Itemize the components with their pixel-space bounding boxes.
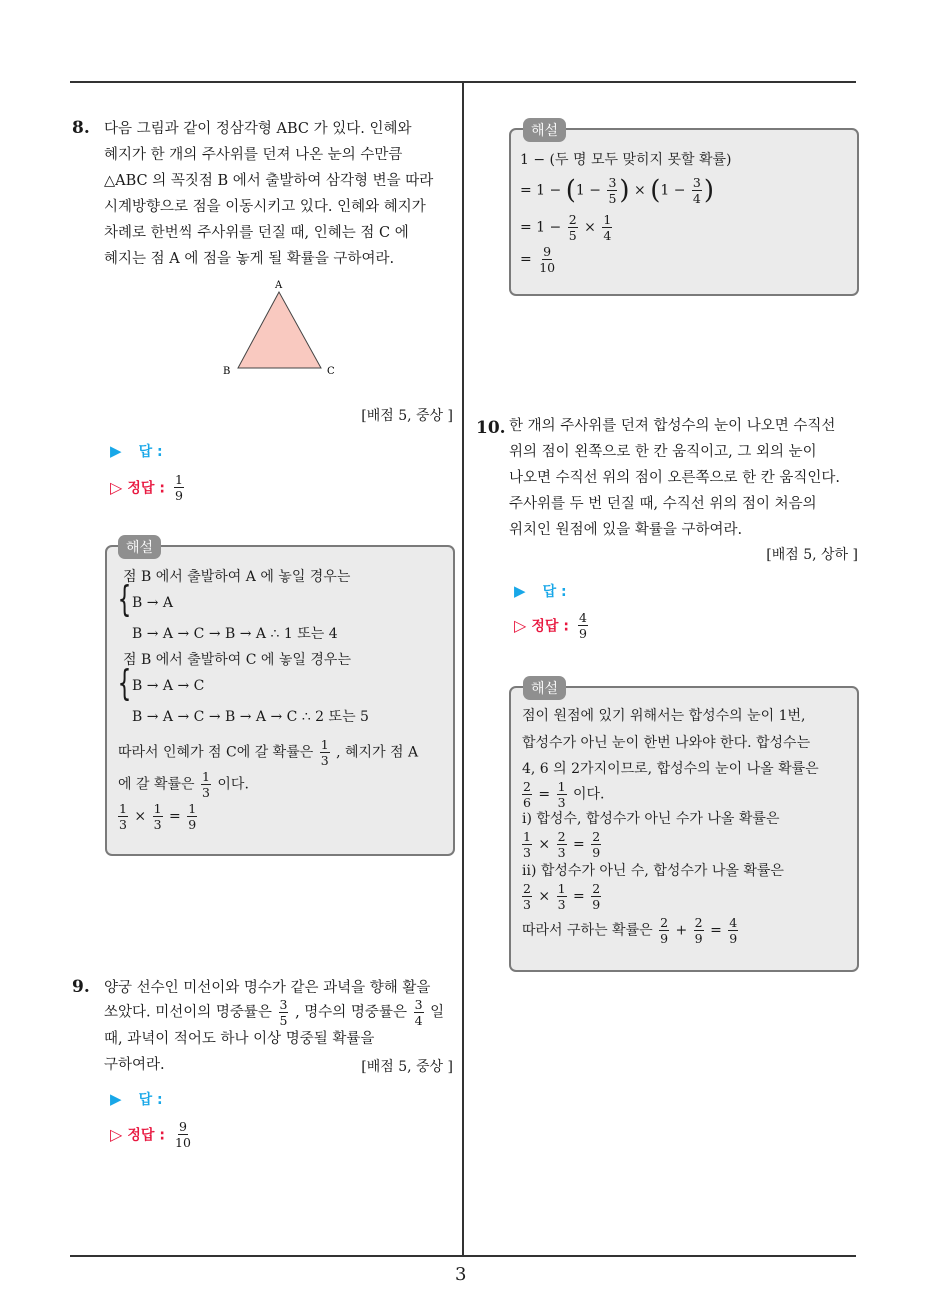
q10-line: 나오면 수직선 위의 점이 오른쪽으로 한 칸 움직인다. [509, 470, 841, 486]
vertex-c-label: C [327, 366, 335, 377]
q8-sol-line: 따라서 인혜가 점 C에 갈 확률은 $\frac{1}{3}$ , 혜지가 점 A [118, 737, 419, 768]
q8-sol-line: B → A → C → B → A → C ∴ 2 또는 5 [132, 709, 369, 725]
q10-question-text [509, 413, 840, 543]
q10-sol-line: $\frac{2}{6}$ = $\frac{1}{3}$ 이다. [523, 779, 605, 810]
q9-line: 쏘았다. 미선이의 명중률은 $\frac{3}{5}$ , 명수의 명중률은 $\frac{3}{4}$ 일 [104, 997, 445, 1028]
q10-line: 주사위를 두 번 던질 때, 수직선 위의 점이 처음의 [509, 496, 817, 512]
q8-sol-line: 점 B 에서 출발하여 C 에 놓일 경우는 [123, 652, 351, 668]
correct-label: 정답 : [127, 480, 165, 497]
q10-correct-answer: $\frac{4}{9}$ [579, 610, 587, 641]
answer-arrow-icon: ▶ [110, 442, 122, 460]
q10-answer-row [514, 581, 567, 601]
q9-solution-tab: 해설 [523, 118, 566, 142]
q8-score: [배점 5, 중상 ] [361, 408, 453, 424]
answer-arrow-icon: ▶ [514, 582, 526, 600]
q9-number: 9. [72, 977, 90, 997]
answer-arrow-icon: ▶ [110, 1090, 122, 1108]
q10-sol-line: 따라서 구하는 확률은 $\frac{2}{9}$ + $\frac{2}{9}$ = $\frac{4}{9}$ [522, 915, 738, 946]
triangle-abc [238, 292, 321, 368]
q9-answer-row [110, 1089, 163, 1109]
q10-sol-line: ⅱ) 합성수가 아닌 수, 합성수가 나올 확률은 [522, 863, 784, 879]
page-number: 3 [455, 1264, 467, 1285]
q10-sol-line: 합성수가 아닌 눈이 한번 나와야 한다. 합성수는 [522, 735, 811, 751]
q8-line: 다음 그림과 같이 정삼각형 ABC 가 있다. 인혜와 [104, 121, 412, 137]
answer-label: 답 : [138, 1092, 163, 1108]
q10-sol-line: ⅰ) 합성수, 합성수가 아닌 수가 나올 확률은 [522, 811, 780, 827]
q10-score: [배점 5, 상하 ] [766, 547, 858, 563]
column-divider [462, 81, 464, 1257]
bottom-rule [70, 1255, 856, 1257]
vertex-a-label: A [275, 280, 283, 291]
q10-line: 한 개의 주사위를 던져 합성수의 눈이 나오면 수직선 [509, 418, 836, 434]
q8-solution-tab: 해설 [118, 535, 161, 559]
answer-label: 답 : [542, 584, 567, 600]
q10-number: 10. [476, 418, 506, 438]
answer-label: 답 : [138, 444, 163, 460]
q8-question-text [104, 116, 433, 272]
q10-sol-line: $\frac{2}{3}$ × $\frac{1}{3}$ = $\frac{2}{9}$ [523, 881, 601, 912]
q10-correct-row [514, 611, 590, 640]
q10-sol-line: $\frac{1}{3}$ × $\frac{2}{3}$ = $\frac{2}{9}$ [523, 829, 601, 860]
q10-sol-line: 4, 6 의 2가지이므로, 합성수의 눈이 나올 확률은 [522, 761, 819, 777]
q9-line: 구하여라. [104, 1057, 165, 1073]
q9-line: 양궁 선수인 미선이와 명수가 같은 과녁을 향해 활을 [104, 980, 431, 996]
q8-sol-line: B → A [132, 595, 174, 611]
q10-solution-tab: 해설 [523, 676, 566, 700]
q8-line: 혜지가 한 개의 주사위를 던져 나온 눈의 수만큼 [104, 147, 403, 163]
brace-icon: { [117, 579, 132, 620]
q9-sol-line: 1 − (두 명 모두 맞히지 못할 확률) [520, 152, 732, 168]
correct-label: 정답 : [127, 1127, 165, 1144]
correct-arrow-icon: ▷ [514, 616, 527, 635]
q9-sol-line: = 1 − $\frac{2}{5}$ × $\frac{1}{4}$ [520, 212, 612, 243]
q8-line: △ABC 의 꼭짓점 B 에서 출발하여 삼각형 변을 따라 [104, 173, 434, 189]
q9-line: 때, 과녁이 적어도 하나 이상 명중될 확률을 [104, 1031, 375, 1047]
q9-sol-line: = $\frac{9}{10}$ [520, 244, 556, 275]
q10-line: 위의 점이 왼쪽으로 한 칸 움직이고, 그 외의 눈이 [509, 444, 817, 460]
q8-sol-line: 점 B 에서 출발하여 A 에 놓일 경우는 [123, 569, 351, 585]
q9-correct-answer: $\frac{9}{10}$ [175, 1119, 191, 1150]
q8-number: 8. [72, 118, 90, 138]
q9-score: [배점 5, 중상 ] [361, 1059, 453, 1075]
q8-sol-line: $\frac{1}{3}$ × $\frac{1}{3}$ = $\frac{1}{9}$ [119, 801, 197, 832]
q8-correct-row [110, 473, 186, 502]
correct-arrow-icon: ▷ [110, 478, 123, 497]
triangle-figure [215, 278, 345, 378]
q9-correct-row [110, 1120, 194, 1149]
vertex-b-label: B [223, 366, 231, 377]
correct-arrow-icon: ▷ [110, 1125, 123, 1144]
q9-sol-line: = 1 − (1 − $\frac{3}{5}$ ) × (1 − $\frac{3}{4}$ ) [520, 175, 714, 206]
q10-sol-line: 점이 원점에 있기 위해서는 합성수의 눈이 1번, [522, 708, 806, 724]
q8-sol-line: B → A → C → B → A ∴ 1 또는 4 [132, 626, 338, 642]
q10-line: 위치인 원점에 있을 확률을 구하여라. [509, 522, 743, 538]
q8-line: 시계방향으로 점을 이동시키고 있다. 인혜와 혜지가 [104, 199, 426, 215]
q8-sol-line: 에 갈 확률은 $\frac{1}{3}$ 이다. [118, 769, 249, 800]
q8-correct-answer: $\frac{1}{9}$ [175, 472, 183, 503]
q8-line: 차례로 한번씩 주사위를 던질 때, 인혜는 점 C 에 [104, 225, 409, 241]
q8-sol-line: B → A → C [132, 678, 205, 694]
q8-line: 혜지는 점 A 에 점을 놓게 될 확률을 구하여라. [104, 251, 395, 267]
q8-answer-row [110, 441, 163, 461]
brace-icon: { [117, 663, 132, 704]
correct-label: 정답 : [531, 618, 569, 635]
